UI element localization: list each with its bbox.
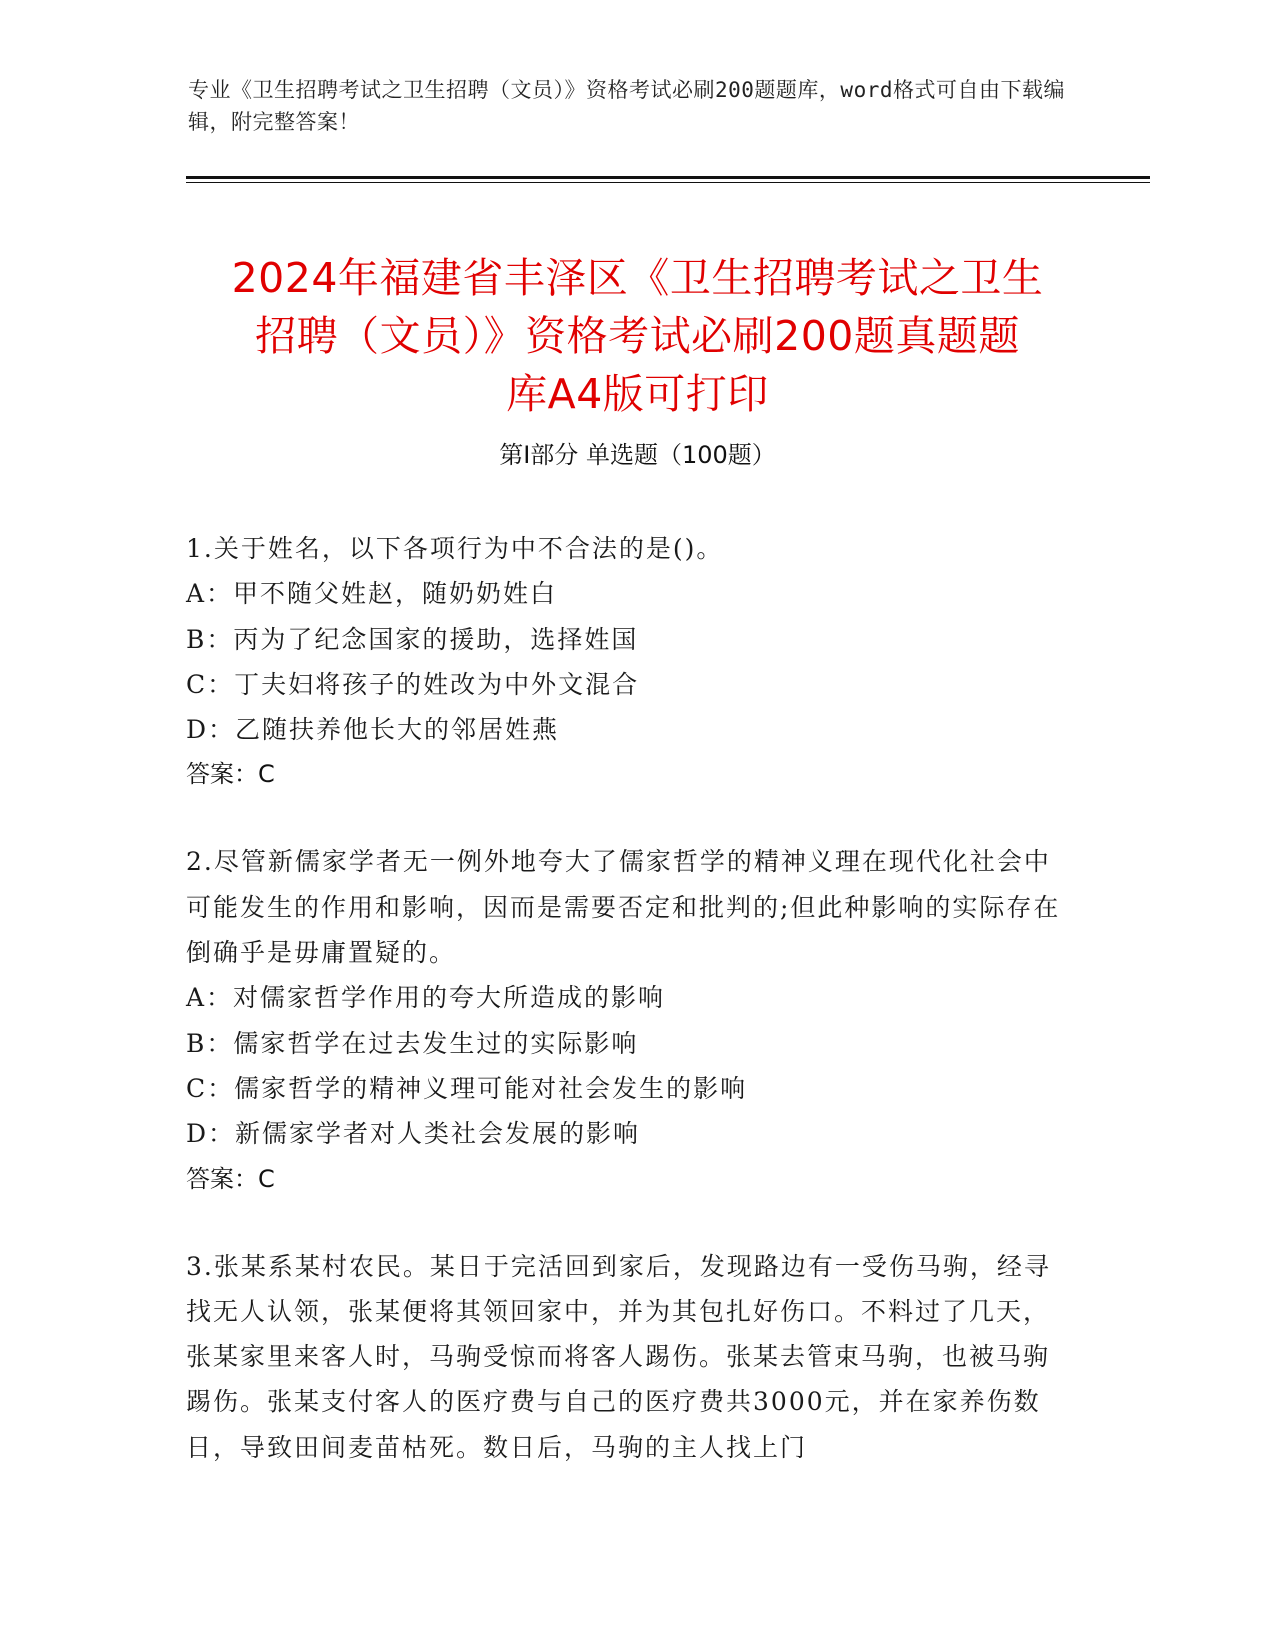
question-3 [186,1244,1076,1470]
title-line: 招聘（文员）》资格考试必刷200题真题题 [255,312,1020,361]
option-a: A：甲不随父姓赵，随奶奶姓白 [186,579,558,609]
header-rule-thick [186,176,1150,179]
document-title [150,249,1125,423]
header-note: 专业《卫生招聘考试之卫生招聘（文员）》资格考试必刷200题题库，word格式可自由下载编辑，附完整答案！ [188,78,1065,134]
question-stem: 1.关于姓名，以下各项行为中不合法的是()。 [186,534,724,563]
option-d: D：新儒家学者对人类社会发展的影响 [186,1119,641,1149]
question-2 [186,839,1076,1201]
option-b: B：儒家哲学在过去发生过的实际影响 [186,1028,639,1058]
answer: 答案：C [186,760,275,789]
question-stem: 3.张某系某村农民。某日于完活回到家后，发现路边有一受伤马驹，经寻找无人认领，张某便将其领回家中，并为其包扎好伤口。不料过了几天，张某家里来客人时，马驹受惊而将客人踢伤。张某去管束马驹，也被马驹踢伤。张某支付客人的医疗费与自己的医疗费共3000元，并在家养伤数日，导致田间麦苗枯死。数日后，马驹的主人找上门 [186,1251,1051,1462]
section-title: 第Ⅰ部分 单选题（100题） [499,441,776,469]
header-rule-thin [186,182,1150,183]
question-1 [186,526,1076,797]
question-list [186,526,1076,1512]
question-stem: 2.尽管新儒家学者无一例外地夸大了儒家哲学的精神义理在现代化社会中可能发生的作用和影响，因而是需要否定和批判的;但此种影响的实际存在倒确乎是毋庸置疑的。 [186,847,1061,968]
title-line: 库A4版可打印 [506,370,769,419]
option-d: D：乙随扶养他长大的邻居姓燕 [186,715,560,745]
option-c: C：丁夫妇将孩子的姓改为中外文混合 [186,669,640,699]
option-b: B：丙为了纪念国家的援助，选择姓国 [186,624,639,654]
option-c: C：儒家哲学的精神义理可能对社会发生的影响 [186,1073,748,1103]
answer: 答案：C [186,1164,275,1193]
title-line: 2024年福建省丰泽区《卫生招聘考试之卫生 [231,254,1044,303]
option-a: A：对儒家哲学作用的夸大所造成的影响 [186,983,666,1013]
